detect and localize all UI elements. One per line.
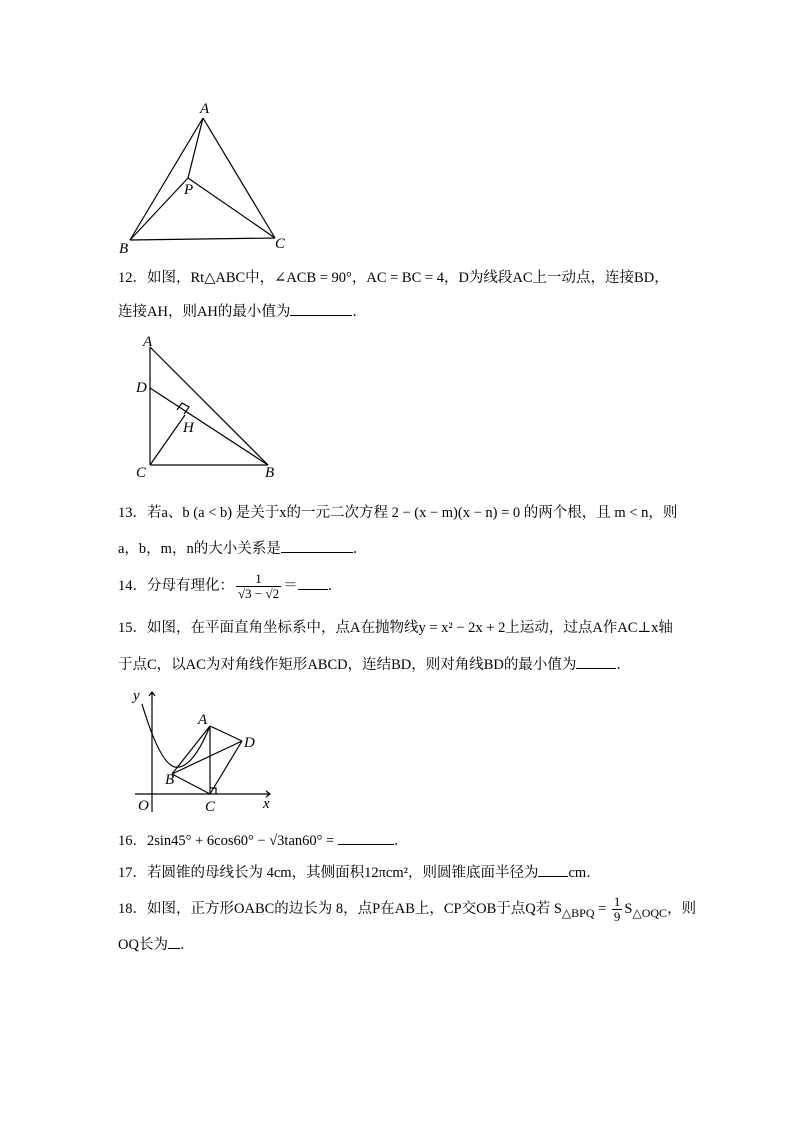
label-b: B <box>265 465 275 481</box>
question-12-line-2 <box>118 301 367 322</box>
period: ． <box>393 833 409 849</box>
segment-bp <box>130 178 188 240</box>
question-13-text: 13．若a、b (a < b) 是关于x的一元二次方程 2 − (x − m)(x − n) = 0 的两个根，且 m < n，则 <box>118 505 678 521</box>
segment-cp <box>188 178 275 238</box>
question-17-text: 17．若圆锥的母线长为 4cm，其侧面积12πcm²，则圆锥底面半径为 <box>118 865 539 881</box>
label-a: A <box>198 712 208 728</box>
label-d: D <box>244 735 255 751</box>
fraction-numerator: 1 <box>613 894 621 910</box>
label-a: A <box>143 334 153 350</box>
label-b: B <box>165 772 175 788</box>
label-c: C <box>275 236 286 252</box>
question-14 <box>118 568 342 604</box>
question-15-line-2 <box>118 654 631 675</box>
answer-blank[interactable] <box>338 830 394 845</box>
question-17 <box>118 862 601 883</box>
question-18-line-2 <box>118 934 194 955</box>
answer-blank[interactable] <box>576 654 616 669</box>
question-15-text-2: 于点C，以AC为对角线作矩形ABCD，连结BD，则对角线BD的最小值为 <box>118 657 577 673</box>
question-18-text-end: ，则 <box>667 901 697 917</box>
label-a: A <box>200 101 210 117</box>
equals-sign: = <box>594 901 610 917</box>
label-c: C <box>136 465 147 481</box>
period: ． <box>327 578 343 594</box>
answer-blank[interactable] <box>290 301 352 316</box>
fraction-denominator: √3 − √2 <box>238 586 280 602</box>
segment-ab <box>150 347 268 465</box>
segment-ac <box>203 118 275 238</box>
period: ． <box>352 304 367 320</box>
answer-blank[interactable] <box>281 538 353 553</box>
answer-blank[interactable] <box>538 862 568 877</box>
question-18-text: 18．如图，正方形OABC的边长为 8，点P在AB上，CP交OB于点Q若 S <box>118 901 562 917</box>
question-16 <box>118 830 408 851</box>
question-13-text-2: a，b，m，n的大小关系是 <box>118 541 281 557</box>
question-12-line-1 <box>118 268 669 288</box>
period: ． <box>179 937 195 953</box>
segment-ap <box>188 118 203 178</box>
segment-ch <box>150 415 185 465</box>
equals-sign: ＝ <box>283 578 298 594</box>
segment-db <box>150 388 268 465</box>
fraction-one-ninth <box>612 895 623 924</box>
figure-triangle-abc-point-p <box>110 98 300 258</box>
answer-blank[interactable] <box>168 934 180 949</box>
period: ． <box>352 541 368 557</box>
period: ． <box>616 657 631 673</box>
question-15-line-1 <box>118 618 673 638</box>
segment-bc <box>130 238 275 240</box>
area-symbol: S <box>624 901 633 917</box>
question-12-text-2: 连接AH，则AH的最小值为 <box>118 304 291 320</box>
unit-text: cm． <box>568 865 601 881</box>
fraction-numerator: 1 <box>255 571 262 587</box>
label-p: P <box>184 182 194 198</box>
label-b: B <box>119 241 129 257</box>
label-y: y <box>133 688 140 704</box>
question-18-line-1 <box>118 892 696 930</box>
fraction <box>236 572 281 601</box>
label-h: H <box>183 420 194 436</box>
segment-ad <box>210 726 242 741</box>
segment-ab <box>172 726 210 774</box>
label-d: D <box>136 380 147 396</box>
question-13-line-2 <box>118 538 367 559</box>
question-14-prefix: 14．分母有理化： <box>118 578 234 594</box>
label-x: x <box>263 796 270 812</box>
label-c: C <box>205 799 216 815</box>
label-o: O <box>138 798 149 814</box>
segment-bc <box>172 774 210 794</box>
question-18-text-2: OQ长为 <box>118 937 168 953</box>
figure-parabola-rectangle <box>130 684 290 818</box>
question-15-text: 15．如图，在平面直角坐标系中，点A在抛物线y = x² − 2x + 2上运动，过点A作AC⊥x轴 <box>118 620 673 636</box>
question-13-line-1 <box>118 503 677 523</box>
segment-ab <box>130 118 203 240</box>
question-16-text: 16．2sin45° + 6cos60° − √3tan60° = <box>118 833 335 849</box>
subscript-oqc: △OQC <box>632 905 668 920</box>
answer-blank[interactable] <box>298 575 328 590</box>
subscript-bpq: △BPQ <box>561 905 595 920</box>
question-12-text: 12．如图，Rt△ABC中，∠ACB = 90°，AC = BC = 4，D为线段AC上一动点，连接BD， <box>118 270 669 286</box>
figure-right-triangle-abc <box>130 333 290 481</box>
fraction-denominator: 9 <box>613 909 621 925</box>
